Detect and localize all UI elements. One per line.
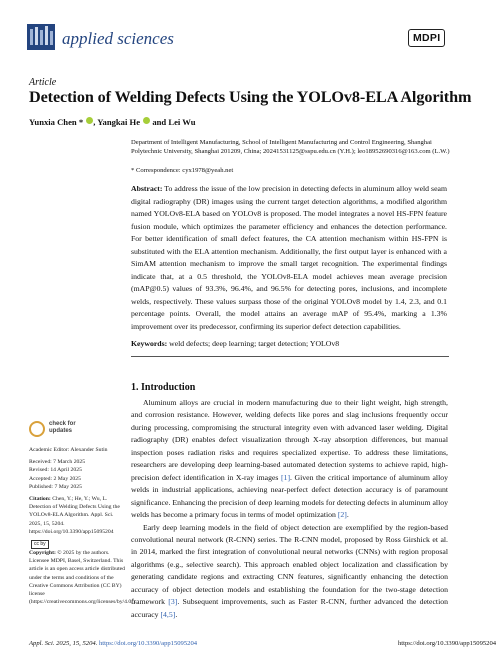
- section-divider: [131, 356, 449, 357]
- license-badge-row: [29, 540, 125, 549]
- author-name: and Lei Wu: [152, 117, 196, 127]
- author-name: Yunxia Chen *: [29, 117, 84, 127]
- footer-url[interactable]: https://doi.org/10.3390/app15095204: [398, 640, 496, 647]
- academic-editor: Academic Editor: Alexander Sutin: [29, 447, 108, 453]
- check-updates-label: updates: [49, 428, 73, 434]
- footer-citation: [29, 640, 197, 647]
- mdpi-logo: MDPI: [408, 29, 445, 47]
- journal-name: applied sciences: [62, 29, 174, 48]
- reference-link[interactable]: [3]: [168, 597, 178, 607]
- orcid-icon[interactable]: [86, 117, 93, 124]
- body-text: [131, 397, 448, 621]
- revised-date: Revised: 14 April 2025: [29, 467, 82, 474]
- correspondence: * Correspondence: cyx1978@yeah.net: [131, 167, 234, 174]
- section-heading: 1. Introduction: [131, 382, 196, 393]
- affiliation: Department of Intelligent Manufacturing, School of Intelligent Manufacturing and Control Engineering, Shanghai Polytechnic University, Shanghai 201209, China; 20241531125@sspu.edu.cn (Y.H.); leo18952690316@163.com (L.W.): [131, 139, 450, 155]
- check-for-updates-button[interactable]: [29, 419, 89, 441]
- abstract: [131, 183, 447, 333]
- reference-link[interactable]: [2]: [337, 510, 347, 520]
- reference-link[interactable]: [1]: [281, 472, 291, 482]
- author-name: Yangkai He: [97, 117, 141, 127]
- received-date: Received: 7 March 2025: [29, 459, 86, 466]
- orcid-icon[interactable]: [143, 117, 150, 124]
- paragraph: Early deep learning models in the field of object detection are exemplified by the region-based convolutional neural network (R-CNN) series. The R-CNN model, proposed by Ross Girshick et al. in 2014, marked the first integration of convolutional neural networks (CNNs) with region proposal algorithms (e.g., selective search). This approach enabled object localization and classification by generating candidate regions and extracting CNN features, significantly enhancing the detection accuracy of object detection models and establishing the foundation for the two-stage detection framework [3]. Subsequent improvements, such as Faster R-CNN, further advanced the detection accuracy [4,5].: [131, 522, 448, 619]
- accepted-date: Accepted: 2 May 2025: [29, 475, 81, 482]
- article-type: Article: [29, 77, 57, 88]
- check-updates-label: check for: [49, 421, 76, 427]
- author-list: Yunxia Chen * , Yangkai He and Lei Wu: [29, 117, 196, 127]
- published-date: Published: 7 May 2025: [29, 483, 82, 490]
- keywords: [131, 339, 447, 348]
- footer-doi-link[interactable]: https://doi.org/10.3390/app15095204: [98, 640, 198, 647]
- abstract-text: To address the issue of the low precision in detecting defects in aluminum alloy weld seam digital radiography (DR) images using the current target detection algorithms, a modified algorithm named YOLOv8-ELA based on YOLOv8 is proposed. The model integrates a novel HS-FPN feature fusion module, which optimizes the parameter efficiency and enhances the detection performance. For better identification of small defect features, the CA attention mechanism within HS-FPN is substituted with the ELA attention mechanism. Additionally, the first output layer is enhanced with a SimAM attention mechanism to improve the small target recognition. The experimental findings indicate that, at a 0.5 threshold, the YOLOv8-ELA model achieves mean average precision (mAP@0.5) values of 93.3%, 96.4%, and 96.5% for detecting pores, inclusions, and incomplete welds, respectively. These values surpass those of the original YOLOv8 model by 1.4, 2.3, and 0.1 percentage points. Overall, the model attains an average mAP of 95.4%, marking a 1.3% improvement over its predecessor, confirming its superior defect detection capabilities.: [131, 184, 447, 331]
- paragraph: Aluminum alloys are crucial in modern manufacturing due to their light weight, high strength, and corrosion resistance. However, welding defects like pores and slag inclusions frequently occur during processing, compromising the structural integrity even with advanced laser welding. Digital radiography (DR) enables defect visualization through X-ray absorption differences, but manual inspection poses radiation risks and requires specialized expertise. To address these limitations, researchers are developing deep learning-based automated detection systems to achieve rapid, high-precision defect identification in X-ray images [1]. Given the critical importance of aluminum alloy welds in industrial applications, achieving near-perfect defect detection accuracy is of paramount significance. Enhancing the precision of deep learning models for detecting defects in aluminum alloy welds has become a primary focus in terms of model optimization [2].: [131, 398, 448, 520]
- journal-logo-icon: [27, 24, 55, 50]
- paper-title: Detection of Welding Defects Using the YOLOv8-ELA Algorithm: [29, 88, 472, 106]
- keywords-label: Keywords:: [131, 339, 168, 348]
- abstract-label: Abstract:: [131, 184, 163, 193]
- keywords-text: weld defects; deep learning; target detection; YOLOv8: [169, 339, 340, 348]
- cc-by-license-icon[interactable]: cc by: [31, 540, 49, 549]
- article-sidebar: [29, 446, 137, 606]
- citation: Citation: Chen, Y.; He, Y.; Wu, L. Detection of Welding Defects Using the YOLOv8-ELA Algorithm. Appl. Sci. 2025, 15, 5204. https://doi.org/10.3390/app15095204: [29, 496, 120, 535]
- copyright: Copyright: © 2025 by the authors. Licensee MDPI, Basel, Switzerland. This article is an open access article distributed under the terms and conditions of the Creative Commons Attribution (CC BY) license (https://creativecommons.org/licenses/by/4.0/).: [29, 550, 137, 606]
- reference-link[interactable]: [4,5]: [160, 609, 176, 619]
- check-updates-icon: [29, 421, 45, 437]
- footer-journal-ref: Appl. Sci. 2025, 15, 5204.: [29, 640, 98, 647]
